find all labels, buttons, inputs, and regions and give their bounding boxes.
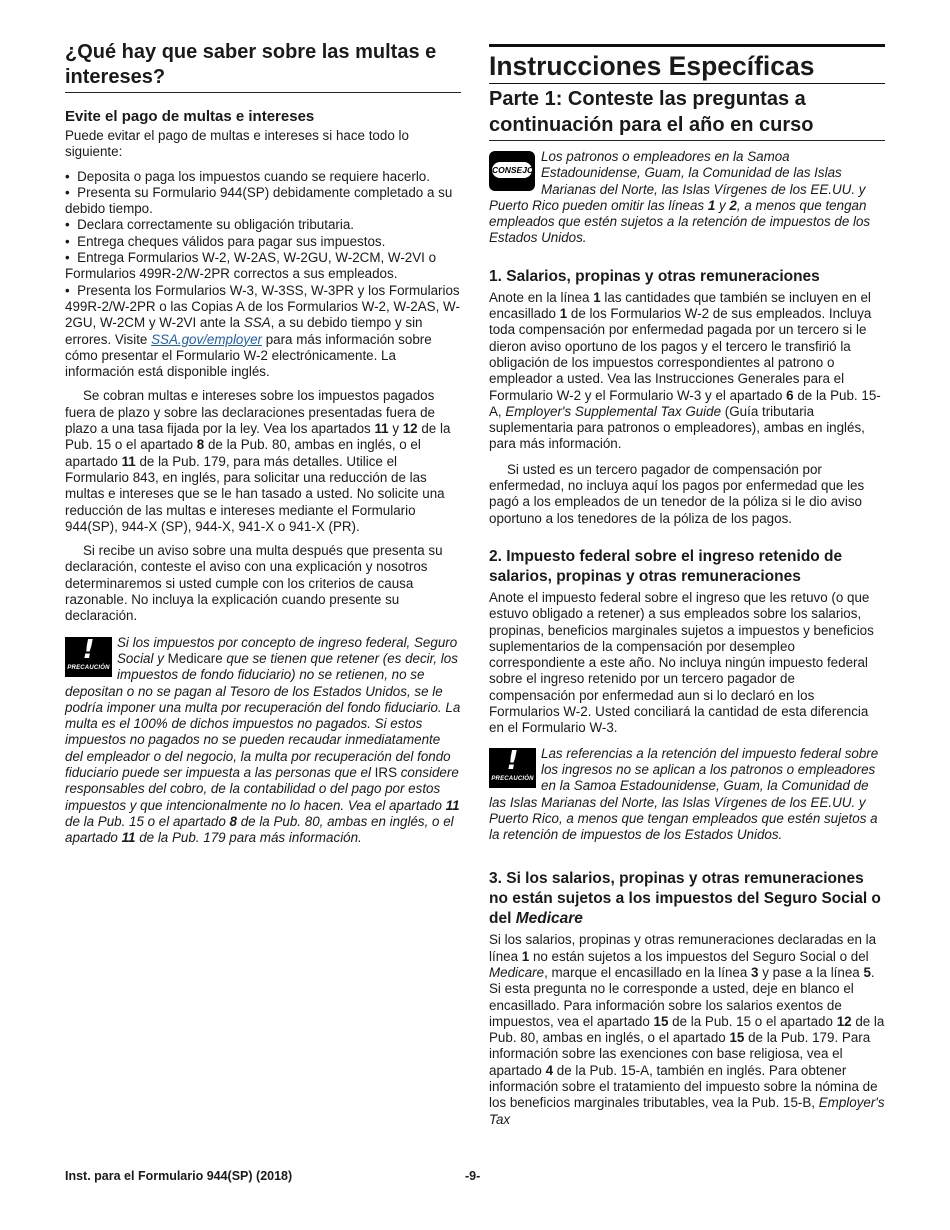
caution-note-2: ! PRECAUCIÓN Las referencias a la retención del impuesto federal sobre los ingresos no se aplican a los patronos o empleadores en la Samoa Estadounidense, Guam, la Comunidad de las Islas Marianas del Norte, las Islas Vírgenes de los EE.UU. y Puerto Rico, a menos que tengan empleados que estén sujetos a la retención de impuestos de los Estados Unidos. [489,745,879,843]
penalties-heading: ¿Qué hay que saber sobre las multas e intereses? [65,40,461,93]
page-footer [65,1169,885,1183]
section-1-paragraph: Anote en la línea 1 las cantidades que también se incluyen en el encasillado 1 de los Formularios W-2 de sus empleados. Incluya toda compensación por enfermedad pagada por un tercero si le dieron aviso oportuno de los pagos y el tercero le transfirió la obligación de los impuestos correspondientes al patrono o empleador a usted. Vea las Instrucciones Generales para el Formulario W-2 y el Formulario W-3 y el apartado 6 de la Pub. 15-A, Employer's Supplemental Tax Guide (Guía tributaria suplementaria para patronos o empleadores), ambas en inglés, para más información. [489,289,881,452]
tip-note: CONSEJO Los patronos o empleadores en la Samoa Estadounidense, Guam, la Comunidad de las Islas Marianas del Norte, las Islas Vírgenes de los EE.UU. y Puerto Rico pueden omitir las líneas 1 y 2, a menos que tengan empleados que estén sujetos a la retención de impuestos de los Estados Unidos. [489,149,871,246]
caution-note: ! PRECAUCIÓN Si los impuestos por concepto de ingreso federal, Seguro Social y Medicare que se tienen que retener (es decir, los impuestos de fondo fiduciario) no se retienen, no se depositan o no se pagan al Tesoro de los Estados Unidos, se le podría imponer una multa por recuperación del fondo fiduciario. La multa es el 100% de dichos impuestos no pagados. Si estos impuestos no pagados no se pueden recaudar inmediatamente del empleador o del negocio, la multa por recuperación del fondo fiduciario puede ser impuesta a las personas que el IRS considere responsables del cobro, de la contabilidad o del pago por estos impuestos y que intencionalmente no lo hacen. Vea el apartado 11 de la Pub. 15 o el apartado 8 de la Pub. 80, ambas en inglés, o el apartado 11 de la Pub. 179 para más información. [65,634,461,846]
ssa-employer-link[interactable]: SSA.gov/employer [151,331,262,347]
list-item: • Entrega cheques válidos para pagar sus impuestos. [65,233,386,249]
section-1-paragraph-2: Si usted es un tercero pagador de compensación por enfermedad, no incluya aquí los pagos por enfermedad que les pagó a los empleados de un tenedor de la póliza si le dio aviso oportuno a los tenedores de la póliza de los pagos. [489,461,865,526]
footer-form-title: Inst. para el Formulario 944(SP) (2018) [65,1169,293,1183]
section-3-title: 3. Si los salarios, propinas y otras remuneraciones no están sujetos a los impuestos del Seguro Social o del Medicare [489,870,881,928]
tip-icon: CONSEJO [489,151,535,191]
list-item: • Presenta los Formularios W-3, W-3SS, W-3PR y los Formularios 499R-2/W-2PR o las Copias A de los Formularios W-2, W-2AS, W-2GU, W-2CM y W-2VI ante la SSA, a su debido tiempo y sin errores. Visite SSA.gov/employer para más información sobre cómo presentar el Formulario W-2 electrónicamente. La información está disponible inglés. [65,282,460,380]
list-item: • Entrega Formularios W-2, W-2AS, W-2GU, W-2CM, W-2VI o Formularios 499R-2/W-2PR correctos a sus empleados. [65,250,437,282]
part-1-heading: Parte 1: Conteste las preguntas a continuación para el año en curso [489,87,885,141]
left-column [65,40,461,846]
caution-icon: ! PRECAUCIÓN [65,637,112,677]
notice-paragraph: Si recibe un aviso sobre una multa después que presenta su declaración, conteste el aviso con una explicación y nosotros determinaremos si usted cumple con los criterios de causa razonable. No incluya la explicación cuando presente su declaración. [65,543,443,624]
section-1-title: 1. Salarios, propinas y otras remuneraciones [489,267,820,285]
section-3-paragraph: Si los salarios, propinas y otras remuneraciones declaradas en la línea 1 no están sujetos a los impuestos del Seguro Social o del Medicare, marque el encasillado en la línea 3 y pase a la línea 5. Si esta pregunta no le corresponde a usted, deje en blanco el encasillado. Para información sobre los salarios exentos de impuestos, vea el apartado 15 de la Pub. 15 o el apartado 12 de la Pub. 80, ambas en inglés, o el apartado 15 de la Pub. 179. Para información sobre las exenciones con base religiosa, vea el apartado 4 de la Pub. 15-A, también en inglés. Para obtener información sobre el tratamiento del impuesto sobre la nómina de los beneficios marginales tributables, vea la Pub. 15-B, Employer's Tax [489,932,885,1127]
list-item: • Declara correctamente su obligación tributaria. [65,217,355,233]
penalties-paragraph: Se cobran multas e intereses sobre los impuestos pagados fuera de plazo y sobre las declaraciones presentadas fuera de plazo a una tasa fijada por la ley. Vea los apartados 11 y 12 de la Pub. 15 o el apartado 8 de la Pub. 80, ambas en inglés, o el apartado 11 de la Pub. 179, para más detalles. Utilice el Formulario 843, en inglés, para solicitar una reducción de las multas e intereses que se le han tasado a usted. No solicite una reducción de las multas e intereses mediante el Formulario 944(SP), 944-X (SP), 944-X, 941-X o 941-X (PR). [65,388,451,534]
page-title: Instrucciones Específicas [489,44,885,84]
section-2-paragraph: Anote el impuesto federal sobre el ingreso que les retuvo (o que estuvo obligado a retener) a sus empleados sobre los salarios, propinas, beneficios marginales sujetos a impuestos y beneficios suplementarios de la compensación por desempleo correspondiente a este año. No incluya ningún impuesto federal sobre el ingreso retenido por un tercero pagador de compensación por enfermedad aun si lo declaró en los Formularios W-2. Usted conciliará la cantidad de esta diferencia en el Formulario W-3. [489,589,874,736]
avoid-penalties-subheading: Evite el pago de multas e intereses [65,108,315,125]
caution-icon: ! PRECAUCIÓN [489,748,536,788]
page-number: -9- [465,1169,481,1183]
list-item: • Deposita o paga los impuestos cuando se requiere hacerlo. [65,168,430,184]
intro-paragraph: Puede evitar el pago de multas e intereses si hace todo lo siguiente: [65,128,409,160]
right-column [489,44,885,1128]
list-item: • Presenta su Formulario 944(SP) debidamente completado a su debido tiempo. [65,184,453,217]
section-2-title: 2. Impuesto federal sobre el ingreso retenido de salarios, propinas y otras remuneraciones [489,547,843,585]
